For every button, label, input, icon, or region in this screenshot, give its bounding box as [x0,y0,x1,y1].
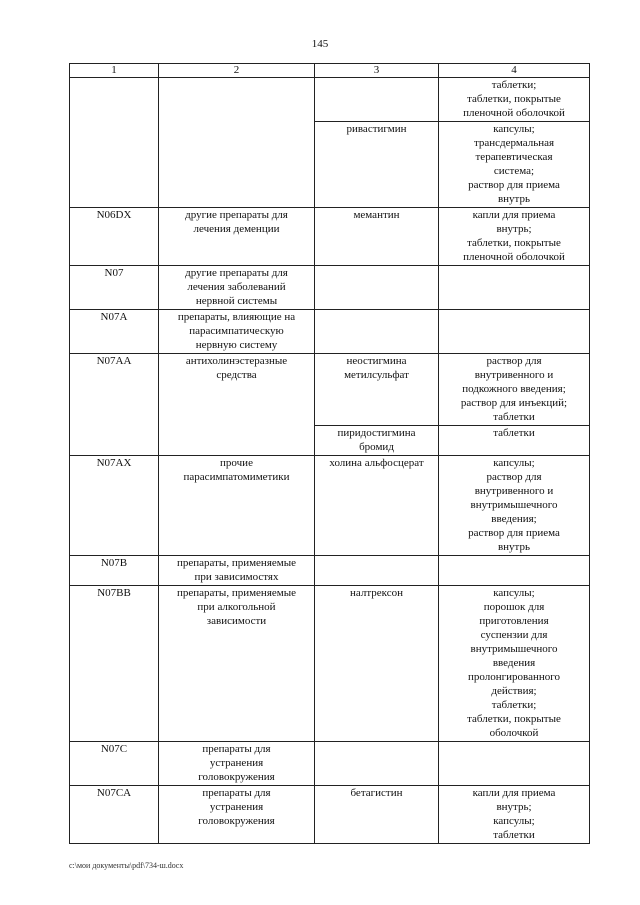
dosage-form-line: внутривенного и [474,485,554,497]
group-line: парасимпатомиметики [183,471,290,483]
group-line: прочие [220,457,253,469]
table-row [70,742,590,786]
anatomical-group-cell [159,586,315,742]
substance-name-line: мемантин [353,209,400,221]
substance-name-cell [315,354,439,426]
atc-code-cell: N07CA [70,786,159,844]
dosage-form-line: капсулы; [493,123,535,135]
substance-name-cell [315,556,439,586]
dosage-form-line: капсулы; [493,815,535,827]
group-line: головокружения [198,815,275,827]
table-row [70,310,590,354]
substance-name-cell [315,586,439,742]
dosage-form-line: таблетки [493,427,535,439]
group-line: лечения заболеваний [187,281,286,293]
anatomical-group-cell [159,310,315,354]
atc-code-cell: N07C [70,742,159,786]
dosage-form-line: внутрь; [496,801,532,813]
dosage-form-line: таблетки, покрытые [467,93,561,105]
substance-name-line: бетагистин [350,787,403,799]
dosage-form-line: внутривенного и [474,369,554,381]
atc-code-cell: N07AA [70,354,159,456]
dosage-form-line: капли для приема [472,787,556,799]
dosage-form-line: таблетки; [491,79,537,91]
table-row [70,266,590,310]
dosage-form-line: таблетки; [491,699,537,711]
anatomical-group-cell [159,208,315,266]
group-line: лечения деменции [193,223,280,235]
atc-code-cell [70,78,159,208]
substance-name-cell [315,208,439,266]
substance-name-cell [315,78,439,122]
anatomical-group-cell [159,354,315,456]
substance-name-line: холина альфосцерат [329,457,424,469]
group-line: парасимпатическую [189,325,284,337]
group-line: антихолинэстеразные [185,355,288,367]
anatomical-group-cell [159,456,315,556]
dosage-form-line: таблетки [493,829,535,841]
group-line: головокружения [198,771,275,783]
table-row [70,354,590,426]
drug-table [69,63,590,844]
substance-name-cell [315,742,439,786]
group-line: нервную систему [195,339,278,351]
substance-name-line: пиридостигмина [337,427,416,439]
dosage-form-line: раствор для инъекций; [460,397,568,409]
table-body [70,78,590,844]
atc-code-cell: N07AX [70,456,159,556]
dosage-form-line: суспензии для [480,629,548,641]
group-line: препараты для [202,743,271,755]
group-line: другие препараты для [185,267,288,279]
atc-code-cell: N06DX [70,208,159,266]
atc-code-cell: N07BB [70,586,159,742]
dosage-forms-cell [439,586,590,742]
dosage-form-line: внутрь [497,193,531,205]
table-row [70,78,590,122]
substance-name-line: ривастигмин [346,123,407,135]
atc-code-cell: N07B [70,556,159,586]
column-header: 2 [159,64,315,78]
column-header: 4 [439,64,590,78]
anatomical-group-cell [159,742,315,786]
dosage-form-line: терапевтическая [475,151,553,163]
page-number: 145 [311,38,329,50]
dosage-forms-cell [439,426,590,456]
group-line: устранения [209,801,264,813]
table-row [70,586,590,742]
anatomical-group-cell [159,786,315,844]
dosage-form-line: таблетки [493,411,535,423]
dosage-form-line: введения; [491,513,537,525]
dosage-form-line: действия; [491,685,537,697]
substance-name-line: неостигмина [346,355,407,367]
group-line: препараты, влияющие на [177,311,296,323]
substance-name-cell [315,310,439,354]
dosage-forms-cell [439,208,590,266]
dosage-forms-cell [439,786,590,844]
substance-name-cell [315,426,439,456]
table-header-row [70,64,590,78]
dosage-form-line: раствор для приема [468,527,560,539]
dosage-form-line: таблетки, покрытые [467,237,561,249]
substance-name-line: бромид [359,441,394,453]
dosage-form-line: внутрь [497,541,531,553]
column-header: 1 [70,64,159,78]
anatomical-group-cell [159,78,315,208]
dosage-forms-cell [439,456,590,556]
substance-name-line: налтрексон [349,587,404,599]
dosage-forms-cell [439,354,590,426]
group-line: препараты, применяемые [176,557,296,569]
group-line: при зависимостях [194,571,279,583]
group-line: устранения [209,757,264,769]
group-line: при алкогольной [197,601,276,613]
dosage-form-line: система; [493,165,535,177]
table-row [70,456,590,556]
substance-name-cell [315,456,439,556]
dosage-form-line: капсулы; [493,457,535,469]
dosage-form-line: капсулы; [493,587,535,599]
dosage-form-line: внутримышечного [470,499,558,511]
substance-name-cell [315,786,439,844]
dosage-forms-cell [439,122,590,208]
dosage-form-line: пролонгированного [468,671,560,683]
group-line: зависимости [206,615,267,627]
dosage-forms-cell [439,266,590,310]
table-row [70,556,590,586]
dosage-forms-cell [439,742,590,786]
dosage-form-line: раствор для [486,471,542,483]
dosage-form-line: таблетки, покрытые [467,713,561,725]
dosage-form-line: пленочной оболочкой [463,107,565,119]
dosage-form-line: пленочной оболочкой [463,251,565,263]
dosage-forms-cell [439,78,590,122]
dosage-form-line: приготовления [479,615,549,627]
dosage-forms-cell [439,310,590,354]
dosage-form-line: трансдермальная [473,137,555,149]
substance-name-line: метилсульфат [344,369,409,381]
dosage-form-line: введения [492,657,536,669]
dosage-form-line: раствор для [486,355,542,367]
atc-code-cell: N07A [70,310,159,354]
substance-name-cell [315,122,439,208]
dosage-form-line: внутримышечного [470,643,558,655]
group-line: препараты, применяемые [176,587,296,599]
dosage-form-line: порошок для [483,601,545,613]
table-row [70,786,590,844]
anatomical-group-cell [159,266,315,310]
file-path: c:\мои документы\pdf\734-ш.docx [69,861,184,870]
dosage-form-line: оболочкой [489,727,539,739]
substance-name-cell [315,266,439,310]
group-line: нервной системы [195,295,278,307]
group-line: средства [216,369,257,381]
group-line: другие препараты для [185,209,288,221]
atc-code-cell: N07 [70,266,159,310]
dosage-form-line: внутрь; [496,223,532,235]
dosage-form-line: капли для приема [472,209,556,221]
group-line: препараты для [202,787,271,799]
dosage-form-line: подкожного введения; [462,383,566,395]
anatomical-group-cell [159,556,315,586]
column-header: 3 [315,64,439,78]
dosage-form-line: раствор для приема [468,179,560,191]
dosage-forms-cell [439,556,590,586]
table-row [70,208,590,266]
